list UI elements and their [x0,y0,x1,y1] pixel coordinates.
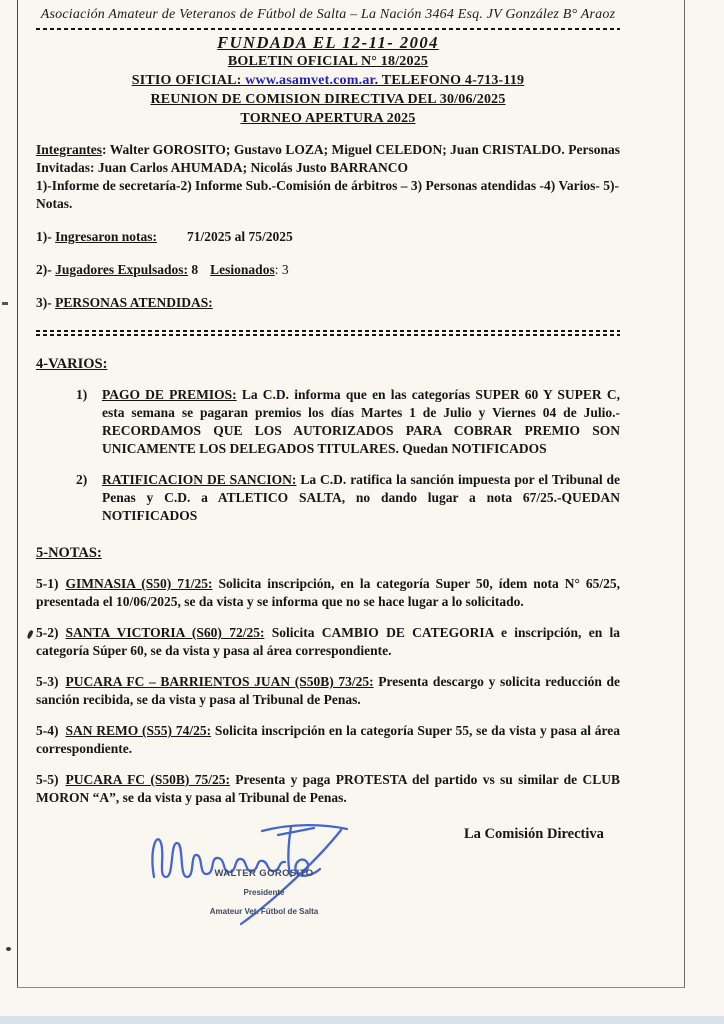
item-label-injured: Lesionados [210,262,275,277]
double-dashed-separator [36,330,620,336]
item-body: Presenta y paga PROTESTA del partido vs su similar de CLUB MORON “A”, se da vista y pasa al Tribunal de Penas. [36,772,620,805]
nota-item-san-remo [36,722,620,758]
item-label: RATIFICACION DE SANCION: [102,472,297,487]
item-label: PUCARA FC – BARRIENTOS JUAN (S50B) 73/25: [65,674,374,689]
members-label: Integrantes [36,142,102,157]
item-label: SANTA VICTORIA (S60) 72/25: [65,625,265,640]
item-label: PUCARA FC (S50B) 75/25: [65,772,230,787]
item-text [102,386,620,458]
signature-stamp [164,865,364,921]
item-body: Solicita inscripción en la categoría Super 55, se da vista y pasa al área correspondiente. [36,723,621,756]
item-number: 5-3) [36,674,59,689]
document-header-block [36,34,620,128]
item-body: Solicita CAMBIO DE CATEGORIA e inscripción, en la categoría Súper 60, se da vista y pasa al área correspondiente. [36,625,621,658]
item-body: La C.D. ratifica la sanción impuesta por el Tribunal de Penas y C.D. a ATLETICO SALTA, no dando lugar a nota 67/25.-QUEDAN NOTIFICADOS [102,472,620,523]
document-content [36,6,620,933]
nota-item-santa-victoria [36,624,620,660]
item-body: Solicita inscripción, en la categoría Super 50, ídem nota N° 65/25, presentada el 10/06/2025, se da vista y se informa que no se hace lugar a lo solicitado. [36,576,621,609]
scan-border-bottom [17,987,685,988]
item-number: 2) [76,472,88,487]
nota-item-pucara-protesta [36,771,620,807]
site-phone: . TELEFONO 4-713-119 [374,73,525,88]
item-value: 8 [191,262,199,277]
dashed-separator-top [36,28,620,30]
stamp-name: WALTER GOROSITO [214,868,314,879]
scan-speck [6,947,11,951]
separator-row [36,334,620,336]
separator-row [36,330,620,332]
section-title-varios: 4-VARIOS: [36,356,108,372]
item-label: Jugadores Expulsados: [55,262,189,277]
stamp-title: Presidente [243,888,285,897]
item-number: 5-5) [36,772,59,787]
website-link: www.asamvet.com.ar [245,73,375,88]
item-value-injured: : 3 [274,262,289,277]
members-text: : Walter GOROSITO; Gustavo LOZA; Miguel CELEDON; Juan CRISTALDO. Personas Invitadas: Juan Carlos AHUMADA; Nicolás Justo BARRANCO [36,142,620,175]
nota-item-gimnasia [36,575,620,611]
agenda-line: 1)-Informe de secretaría-2) Informe Sub.-Comisión de árbitros – 3) Personas atendidas -4) Varios- 5)-Notas. [36,178,619,211]
item-value: 71/2025 al 75/2025 [187,229,293,244]
bulletin-number-line: BOLETIN OFICIAL N° 18/2025 [227,54,429,69]
signature-block [36,815,620,933]
founded-line: FUNDADA EL 12-11- 2004 [217,33,439,52]
item-notes-received [36,228,620,246]
meeting-line: REUNION DE COMISION DIRECTIVA DEL 30/06/2025 [150,92,506,107]
item-label: GIMNASIA (S50) 71/25: [65,576,213,591]
official-site-line [36,72,620,90]
tournament-line: TORNEO APERTURA 2025 [240,111,416,126]
item-text [102,471,620,525]
stamp-organization: Amateur Vet. Fútbol de Salta [209,907,319,916]
item-number: 5-4) [36,723,59,738]
item-prefix: 2)- [36,262,56,277]
item-body: Presenta descargo y solicita reducción de sanción recibida, se da vista y pasa al Tribunal de Penas. [36,674,620,707]
scan-speck [26,630,33,640]
scan-border-right [684,0,685,988]
scan-border-left [17,0,18,988]
item-label: PERSONAS ATENDIDAS: [55,295,213,310]
item-number: 1) [76,387,88,402]
item-label: PAGO DE PREMIOS: [102,387,237,402]
nota-item-pucara-barrientos [36,673,620,709]
varios-item-pago-premios [76,386,620,458]
item-expelled-players [36,261,620,279]
varios-item-ratificacion-sancion [76,471,620,525]
members-paragraph [36,141,620,177]
item-prefix: 3)- [36,295,56,310]
item-persons-attended [36,294,620,312]
committee-label: La Comisión Directiva [464,826,604,842]
scan-speck [2,302,8,305]
item-number: 5-1) [36,576,59,591]
item-body: La C.D. informa que en las categorías SUPER 60 Y SUPER C, esta semana se pagaran premios los días Martes 1 de Julio y Viernes 04 de Julio.- RECORDAMOS QUE LOS AUTORIZADOS PARA COBRAR PREMIO SON UNICAMENTE LOS DELEGADOS TITULARES. Quedan NOTIFICADOS [102,387,620,456]
site-label: SITIO OFICIAL: [131,73,246,88]
association-title: Asociación Amateur de Veteranos de Fútbol de Salta – La Nación 3464 Esq. JV González B° Araoz [40,7,616,22]
item-prefix: 1)- [36,229,56,244]
item-number: 5-2) [36,625,59,640]
scan-bottom-strip [0,1016,724,1024]
section-title-notas: 5-NOTAS: [36,545,102,561]
item-label: Ingresaron notas: [55,229,158,244]
item-label: SAN REMO (S55) 74/25: [65,723,212,738]
